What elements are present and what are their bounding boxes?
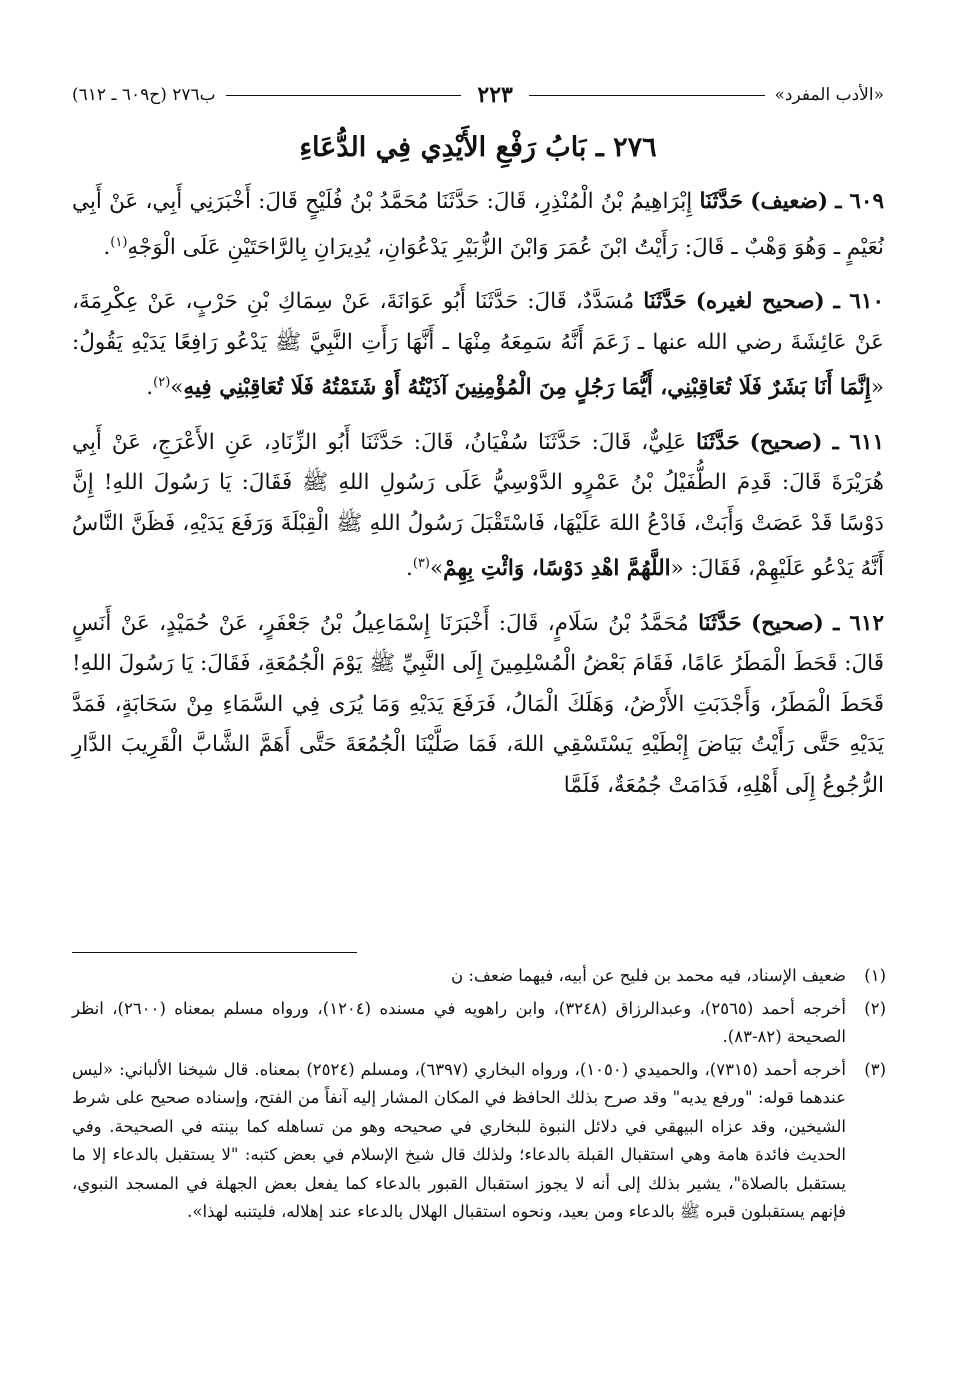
hadith-text: عَلِيٌّ، قَالَ: حَدَّثَنَا سُفْيَانُ، قَالَ: حَدَّثَنَا أَبُو الزِّنَادِ، عَنِ الأَعْرَجِ، عَنْ أَبِي هُرَيْرَةَ قَالَ: قَدِمَ الطُّفَيْلُ بْنُ عَمْرٍو الدَّوْسِيُّ عَلَى رَسُولِ اللهِ ﷺ فَقَالَ: يَا رَسُولَ اللهِ! إِنَّ دَوْسًا قَدْ عَصَتْ وَأَبَتْ، فَادْعُ اللهَ عَلَيْهَا، فَاسْتَقْبَلَ رَسُولُ اللهِ ﷺ الْقِبْلَةَ وَرَفَعَ يَدَيْهِ، فَظَنَّ النَّاسُ أَنَّهُ يَدْعُو عَلَيْهِمْ، فَقَالَ: « — [72, 429, 884, 582]
footnotes — [72, 962, 886, 1231]
quote-close: » — [170, 375, 184, 401]
book-title: «الأدب المفرد» — [774, 85, 884, 105]
hadith-609 — [72, 182, 884, 268]
hadith-grade: (صحيح) — [749, 429, 823, 455]
hadith-612 — [72, 604, 884, 807]
hadith-number: ٦١١ ـ — [832, 429, 885, 455]
footnote-text: أخرجه أحمد (٢٥٦٥)، وعبدالرزاق (٣٢٤٨)، وابن راهويه في مسنده (١٢٠٤)، ورواه مسلم بمعناه (٢٦٠٠)، انظر الصحيحة (٨٢-٨٣). — [72, 998, 846, 1046]
haddathana-word: حَدَّثَنَا — [696, 429, 740, 455]
footnote-text: ضعيف الإسناد، فيه محمد بن فليح عن أبيه، فيهما ضعف: ن — [450, 966, 846, 985]
hadith-611 — [72, 423, 884, 590]
hadith-list — [72, 182, 884, 820]
footnote-number: (٢) — [864, 998, 886, 1018]
hadith-end: . — [146, 375, 154, 401]
footnote-1 — [72, 962, 886, 991]
hadith-grade: (ضعيف) — [750, 189, 828, 214]
footnote-number: (٣) — [864, 1059, 886, 1079]
header-rule-right — [529, 95, 765, 96]
haddathana-word: حَدَّثَنَا — [699, 189, 744, 214]
quote-close: » — [429, 556, 444, 582]
hadith-text: مُسَدَّدٌ، قَالَ: حَدَّثَنَا أَبُو عَوَانَةَ، عَنْ سِمَاكِ بْنِ حَرْبٍ، عَنْ عِكْرِمَةَ، عَنْ عَائِشَةَ رضي الله عنها ـ زَعَمَ أَنَّهُ سَمِعَهُ مِنْهَا ـ أَنَّهَا رَأَتِ النَّبِيَّ ﷺ يَدْعُو رَافِعًا يَدَيْهِ يَقُولُ: « — [72, 289, 884, 401]
haddathana-word: حَدَّثَنَا — [698, 610, 742, 636]
hadith-number: ٦١٢ ـ — [833, 610, 884, 636]
footnote-ref[interactable]: (٢) — [153, 375, 171, 391]
hadith-grade: (صحيح لغيره) — [695, 289, 825, 315]
hadith-610 — [72, 282, 884, 409]
page-number: ٢٢٣ — [477, 82, 513, 108]
footnote-3 — [72, 1056, 886, 1227]
prophetic-saying: اللَّهُمَّ اهْدِ دَوْسًا، وَائْتِ بِهِمْ — [443, 556, 671, 582]
footnote-number: (١) — [864, 966, 886, 985]
footnote-text: أخرجه أحمد (٧٣١٥)، والحميدي (١٠٥٠)، ورواه البخاري (٦٣٩٧)، ومسلم (٢٥٢٤) بمعناه. قال شيخنا الألباني: «ليس عندهما قوله: "ورفع يديه" وقد صرح بذلك الحافظ في المكان المشار إليه آنفاً من الفتح، وإسناده صحيح على شرط الشيخين، وقد عزاه البيهقي في دلائل النبوة للبخاري في صحيحه وهو من تساهله كما بينته في الصحيحة. وفي الحديث فائدة هامة وهي استقبال القبلة بالدعاء؛ ولذلك قال شيخ الإسلام في بعض كتبه: "لا يستقبل بالدعاء إلا ما يستقبل بالصلاة"، يشير بذلك إلى أنه لا يجوز استقبال القبور بالدعاء كما يفعل بعض الجهلة في المسجد النبوي، فإنهم يستقبلون قبره ﷺ بالدعاء ومن بعيد، ونحوه استقبال الهلال بالدعاء عند إهلاله، فليتنبه لهذا». — [72, 1059, 846, 1221]
hadith-text: مُحَمَّدُ بْنُ سَلَامٍ، قَالَ: أَخْبَرَنَا إِسْمَاعِيلُ بْنُ جَعْفَرٍ، عَنْ حُمَيْدٍ، عَنْ أَنَسٍ قَالَ: قَحَطَ الْمَطَرُ عَامًا، فَقَامَ بَعْضُ الْمُسْلِمِينَ إِلَى النَّبِيِّ ﷺ يَوْمَ الْجُمُعَةِ، فَقَالَ: يَا رَسُولَ اللهِ! قَحَطَ الْمَطَرُ، وَأَجْدَبَتِ الأَرْضُ، وَهَلَكَ الْمَالُ، فَرَفَعَ يَدَيْهِ وَمَا يُرَى فِي السَّمَاءِ مِنْ سَحَابَةٍ، فَمَدَّ يَدَيْهِ حَتَّى رَأَيْتُ بَيَاضَ إِبْطَيْهِ يَسْتَسْقِي اللهَ، فَمَا صَلَّيْنَا الْجُمُعَةَ حَتَّى أَهَمَّ الشَّابَّ الْقَرِيبَ الدَّارِ الرُّجُوعُ إِلَى أَهْلِهِ، فَدَامَتْ جُمُعَةٌ، فَلَمَّا — [72, 610, 884, 798]
hadith-text: إِبْرَاهِيمُ بْنُ الْمُنْذِرِ، قَالَ: حَدَّثَنَا مُحَمَّدُ بْنُ فُلَيْحٍ قَالَ: أَخْبَرَنِي أَبِي، عَنْ أَبِي نُعَيْمٍ ـ وَهُوَ وَهْبٌ ـ قَالَ: رَأَيْتُ ابْنَ عُمَرَ وَابْنَ الزُّبَيْرِ يَدْعُوَانِ، يُدِيرَانِ بِالرَّاحَتَيْنِ عَلَى الْوَجْهِ — [72, 189, 884, 260]
hadith-number: ٦٠٩ ـ — [835, 189, 885, 214]
prophetic-saying: إِنَّمَا أَنَا بَشَرٌ فَلَا تُعَاقِبْنِي، أَيُّمَا رَجُلٍ مِنَ الْمُؤْمِنِينَ آذَيْتُهُ أَوْ شَتَمْتُهُ فَلَا تُعَاقِبْنِي فِيهِ — [183, 375, 871, 401]
haddathana-word: حَدَّثَنَا — [643, 289, 687, 315]
page-header — [72, 80, 884, 110]
footnote-ref[interactable]: (٣) — [412, 556, 430, 572]
section-reference: ب٢٧٦ (ح٦٠٩ ـ ٦١٢) — [72, 85, 216, 105]
footnote-ref[interactable]: (١) — [110, 234, 128, 250]
hadith-end: . — [103, 234, 111, 260]
hadith-end: . — [406, 556, 413, 582]
hadith-grade: (صحيح) — [750, 610, 824, 636]
chapter-title: ٢٧٦ ـ بَابُ رَفْعِ الأَيْدِي فِي الدُّعَاءِ — [299, 132, 657, 163]
header-rule-left — [226, 95, 462, 96]
footnote-2 — [72, 995, 886, 1052]
footnote-separator — [72, 952, 357, 953]
hadith-number: ٦١٠ ـ — [833, 289, 885, 315]
